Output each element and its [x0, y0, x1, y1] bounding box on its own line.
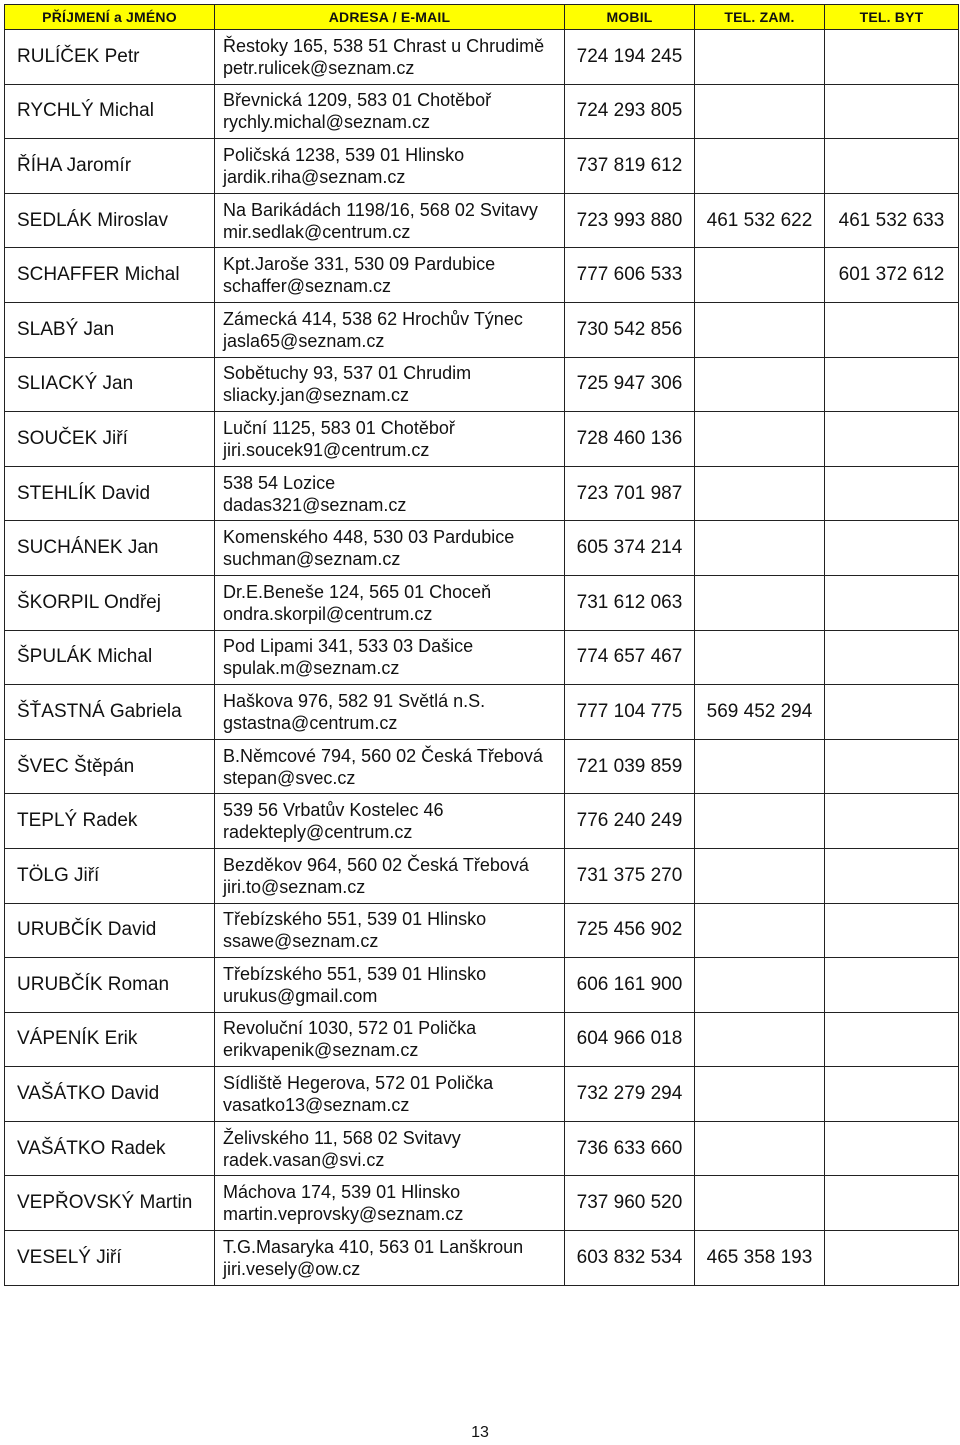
contact-mobile: 730 542 856: [565, 302, 695, 357]
contact-work-phone: [695, 903, 825, 958]
contact-name: URUBČÍK Roman: [5, 958, 215, 1013]
contact-work-phone: [695, 412, 825, 467]
contact-address-cell: [215, 84, 565, 139]
contact-mobile: 725 947 306: [565, 357, 695, 412]
contact-home-phone: [825, 1012, 959, 1067]
contact-address-cell: [215, 903, 565, 958]
contact-address-cell: [215, 466, 565, 521]
contact-address: Bezděkov 964, 560 02 Česká Třebová: [223, 854, 529, 875]
contact-address-cell: [215, 248, 565, 303]
table-row: [5, 466, 959, 521]
contact-address-cell: [215, 412, 565, 467]
contact-name: VAŠÁTKO Radek: [5, 1121, 215, 1176]
contact-address: Třebízského 551, 539 01 Hlinsko: [223, 963, 487, 984]
contact-mobile: 732 279 294: [565, 1067, 695, 1122]
contact-work-phone: [695, 521, 825, 576]
header-mobile: MOBIL: [565, 5, 695, 30]
contact-email: petr.rulicek@seznam.cz: [223, 57, 415, 78]
contact-address-cell: [215, 685, 565, 740]
contact-address-cell: [215, 794, 565, 849]
header-name: PŘÍJMENÍ a JMÉNO: [5, 5, 215, 30]
table-row: [5, 575, 959, 630]
contact-work-phone: [695, 848, 825, 903]
contact-email: jiri.vesely@ow.cz: [223, 1258, 361, 1279]
table-row: [5, 958, 959, 1013]
contact-name: RYCHLÝ Michal: [5, 84, 215, 139]
contact-work-phone: [695, 630, 825, 685]
contact-address: Sobětuchy 93, 537 01 Chrudim: [223, 363, 472, 384]
contact-address: Řestoky 165, 538 51 Chrast u Chrudimě: [223, 35, 545, 56]
contact-email: erikvapenik@seznam.cz: [223, 1040, 419, 1061]
contact-email: ssawe@seznam.cz: [223, 931, 379, 952]
header-home-phone: TEL. BYT: [825, 5, 959, 30]
contact-address-cell: [215, 357, 565, 412]
contact-email: gstastna@centrum.cz: [223, 712, 398, 733]
table-row: [5, 84, 959, 139]
contact-email: jasla65@seznam.cz: [223, 330, 385, 351]
contact-email: ondra.skorpil@centrum.cz: [223, 603, 433, 624]
contact-address-cell: [215, 1067, 565, 1122]
contact-mobile: 724 194 245: [565, 30, 695, 85]
contact-email: dadas321@seznam.cz: [223, 494, 407, 515]
contact-mobile: 723 993 880: [565, 193, 695, 248]
table-row: [5, 30, 959, 85]
contact-address: Luční 1125, 583 01 Chotěboř: [223, 417, 455, 438]
contact-home-phone: [825, 412, 959, 467]
contact-home-phone: [825, 139, 959, 194]
table-row: [5, 685, 959, 740]
contact-mobile: 606 161 900: [565, 958, 695, 1013]
contact-home-phone: [825, 575, 959, 630]
contact-email: rychly.michal@seznam.cz: [223, 112, 430, 133]
contact-home-phone: [825, 30, 959, 85]
contact-home-phone: [825, 685, 959, 740]
contact-home-phone: [825, 1121, 959, 1176]
contact-name: SEDLÁK Miroslav: [5, 193, 215, 248]
contact-directory-table: [4, 4, 959, 1286]
contact-address-cell: [215, 1176, 565, 1231]
table-row: [5, 630, 959, 685]
contact-name: ŠŤASTNÁ Gabriela: [5, 685, 215, 740]
contact-mobile: 604 966 018: [565, 1012, 695, 1067]
table-row: [5, 1012, 959, 1067]
header-work-phone: TEL. ZAM.: [695, 5, 825, 30]
contact-work-phone: [695, 1176, 825, 1231]
contact-work-phone: [695, 302, 825, 357]
contact-mobile: 776 240 249: [565, 794, 695, 849]
contact-address-cell: [215, 1121, 565, 1176]
contact-name: ŠVEC Štěpán: [5, 739, 215, 794]
contact-work-phone: [695, 466, 825, 521]
table-row: [5, 521, 959, 576]
table-row: [5, 1176, 959, 1231]
contact-name: SCHAFFER Michal: [5, 248, 215, 303]
contact-address: Želivského 11, 568 02 Svitavy: [223, 1127, 461, 1148]
contact-name: ŘÍHA Jaromír: [5, 139, 215, 194]
contact-home-phone: [825, 958, 959, 1013]
contact-address: Pod Lipami 341, 533 03 Dašice: [223, 636, 474, 657]
table-row: [5, 903, 959, 958]
contact-address: 538 54 Lozice: [223, 472, 336, 493]
contact-mobile: 721 039 859: [565, 739, 695, 794]
contact-address-cell: [215, 1231, 565, 1286]
contact-mobile: 737 819 612: [565, 139, 695, 194]
contact-home-phone: [825, 630, 959, 685]
contact-name: SLIACKÝ Jan: [5, 357, 215, 412]
contact-name: VEPŘOVSKÝ Martin: [5, 1176, 215, 1231]
contact-email: urukus@gmail.com: [223, 985, 378, 1006]
contact-home-phone: [825, 903, 959, 958]
contact-mobile: 603 832 534: [565, 1231, 695, 1286]
contact-home-phone: 461 532 633: [825, 193, 959, 248]
contact-home-phone: [825, 1176, 959, 1231]
contact-email: spulak.m@seznam.cz: [223, 658, 400, 679]
table-row: [5, 412, 959, 467]
table-row: [5, 139, 959, 194]
contact-name: SLABÝ Jan: [5, 302, 215, 357]
contact-home-phone: [825, 794, 959, 849]
table-row: [5, 357, 959, 412]
contact-email: martin.veprovsky@seznam.cz: [223, 1204, 464, 1225]
header-address: ADRESA / E-MAIL: [215, 5, 565, 30]
table-row: [5, 1067, 959, 1122]
contact-name: ŠKORPIL Ondřej: [5, 575, 215, 630]
contact-name: ŠPULÁK Michal: [5, 630, 215, 685]
contact-name: URUBČÍK David: [5, 903, 215, 958]
contact-work-phone: [695, 1121, 825, 1176]
contact-email: jardik.riha@seznam.cz: [223, 166, 406, 187]
contact-mobile: 723 701 987: [565, 466, 695, 521]
contact-address: Sídliště Hegerova, 572 01 Polička: [223, 1073, 494, 1094]
contact-home-phone: [825, 1231, 959, 1286]
contact-mobile: 736 633 660: [565, 1121, 695, 1176]
contact-address-cell: [215, 139, 565, 194]
contact-email: radekteply@centrum.cz: [223, 822, 413, 843]
contact-work-phone: 465 358 193: [695, 1231, 825, 1286]
contact-home-phone: [825, 302, 959, 357]
contact-work-phone: 569 452 294: [695, 685, 825, 740]
contact-email: stepan@svec.cz: [223, 767, 356, 788]
contact-mobile: 737 960 520: [565, 1176, 695, 1231]
contact-mobile: 605 374 214: [565, 521, 695, 576]
contact-home-phone: [825, 739, 959, 794]
contact-name: VÁPENÍK Erik: [5, 1012, 215, 1067]
table-row: [5, 302, 959, 357]
contact-mobile: 731 612 063: [565, 575, 695, 630]
contact-email: schaffer@seznam.cz: [223, 276, 392, 297]
contact-email: vasatko13@seznam.cz: [223, 1095, 410, 1116]
table-row: [5, 1231, 959, 1286]
contact-address: Poličská 1238, 539 01 Hlinsko: [223, 144, 465, 165]
contact-name: STEHLÍK David: [5, 466, 215, 521]
contact-name: SOUČEK Jiří: [5, 412, 215, 467]
contact-address-cell: [215, 30, 565, 85]
contact-address: Revoluční 1030, 572 01 Polička: [223, 1018, 477, 1039]
contact-mobile: 777 104 775: [565, 685, 695, 740]
contact-work-phone: [695, 575, 825, 630]
contact-address-cell: [215, 848, 565, 903]
page-number: 13: [471, 1424, 489, 1441]
contact-address: Třebízského 551, 539 01 Hlinsko: [223, 909, 487, 930]
contact-address: Zámecká 414, 538 62 Hrochův Týnec: [223, 308, 523, 329]
contact-mobile: 728 460 136: [565, 412, 695, 467]
contact-mobile: 724 293 805: [565, 84, 695, 139]
contact-work-phone: [695, 958, 825, 1013]
table-row: [5, 794, 959, 849]
table-row: [5, 193, 959, 248]
contact-work-phone: 461 532 622: [695, 193, 825, 248]
contact-address-cell: [215, 302, 565, 357]
contact-address: Na Barikádách 1198/16, 568 02 Svitavy: [223, 199, 538, 220]
contact-address: 539 56 Vrbatův Kostelec 46: [223, 800, 444, 821]
contact-address-cell: [215, 958, 565, 1013]
contact-home-phone: [825, 357, 959, 412]
contact-home-phone: [825, 1067, 959, 1122]
contact-email: radek.vasan@svi.cz: [223, 1149, 385, 1170]
contact-home-phone: [825, 848, 959, 903]
contact-work-phone: [695, 30, 825, 85]
contact-name: SUCHÁNEK Jan: [5, 521, 215, 576]
contact-name: VAŠÁTKO David: [5, 1067, 215, 1122]
contact-name: TÖLG Jiří: [5, 848, 215, 903]
header-row: [5, 5, 959, 30]
contact-mobile: 731 375 270: [565, 848, 695, 903]
contact-address: B.Němcové 794, 560 02 Česká Třebová: [223, 745, 543, 766]
table-row: [5, 248, 959, 303]
contact-email: mir.sedlak@centrum.cz: [223, 221, 411, 242]
contact-work-phone: [695, 739, 825, 794]
contact-work-phone: [695, 794, 825, 849]
contact-email: sliacky.jan@seznam.cz: [223, 385, 409, 406]
contact-name: VESELÝ Jiří: [5, 1231, 215, 1286]
contact-work-phone: [695, 1012, 825, 1067]
contact-address: Dr.E.Beneše 124, 565 01 Choceň: [223, 581, 492, 602]
table-row: [5, 848, 959, 903]
contact-address-cell: [215, 1012, 565, 1067]
contact-address: Břevnická 1209, 583 01 Chotěboř: [223, 90, 492, 111]
contact-work-phone: [695, 139, 825, 194]
contact-address: Haškova 976, 582 91 Světlá n.S.: [223, 690, 486, 711]
contact-work-phone: [695, 248, 825, 303]
contact-work-phone: [695, 1067, 825, 1122]
contact-email: jiri.soucek91@centrum.cz: [223, 439, 430, 460]
contact-address: Kpt.Jaroše 331, 530 09 Pardubice: [223, 254, 496, 275]
contact-name: RULÍČEK Petr: [5, 30, 215, 85]
contact-home-phone: [825, 84, 959, 139]
table-row: [5, 1121, 959, 1176]
contact-mobile: 725 456 902: [565, 903, 695, 958]
contact-address-cell: [215, 575, 565, 630]
contact-mobile: 777 606 533: [565, 248, 695, 303]
contact-name: TEPLÝ Radek: [5, 794, 215, 849]
contact-home-phone: 601 372 612: [825, 248, 959, 303]
contact-email: suchman@seznam.cz: [223, 549, 401, 570]
contact-work-phone: [695, 357, 825, 412]
contact-address: T.G.Masaryka 410, 563 01 Lanškroun: [223, 1236, 524, 1257]
contact-address-cell: [215, 630, 565, 685]
contact-mobile: 774 657 467: [565, 630, 695, 685]
contact-email: jiri.to@seznam.cz: [223, 876, 366, 897]
contact-address-cell: [215, 521, 565, 576]
contact-address: Máchova 174, 539 01 Hlinsko: [223, 1182, 461, 1203]
table-row: [5, 739, 959, 794]
contact-home-phone: [825, 466, 959, 521]
contact-home-phone: [825, 521, 959, 576]
contact-work-phone: [695, 84, 825, 139]
contact-address: Komenského 448, 530 03 Pardubice: [223, 527, 515, 548]
contact-address-cell: [215, 739, 565, 794]
contact-address-cell: [215, 193, 565, 248]
